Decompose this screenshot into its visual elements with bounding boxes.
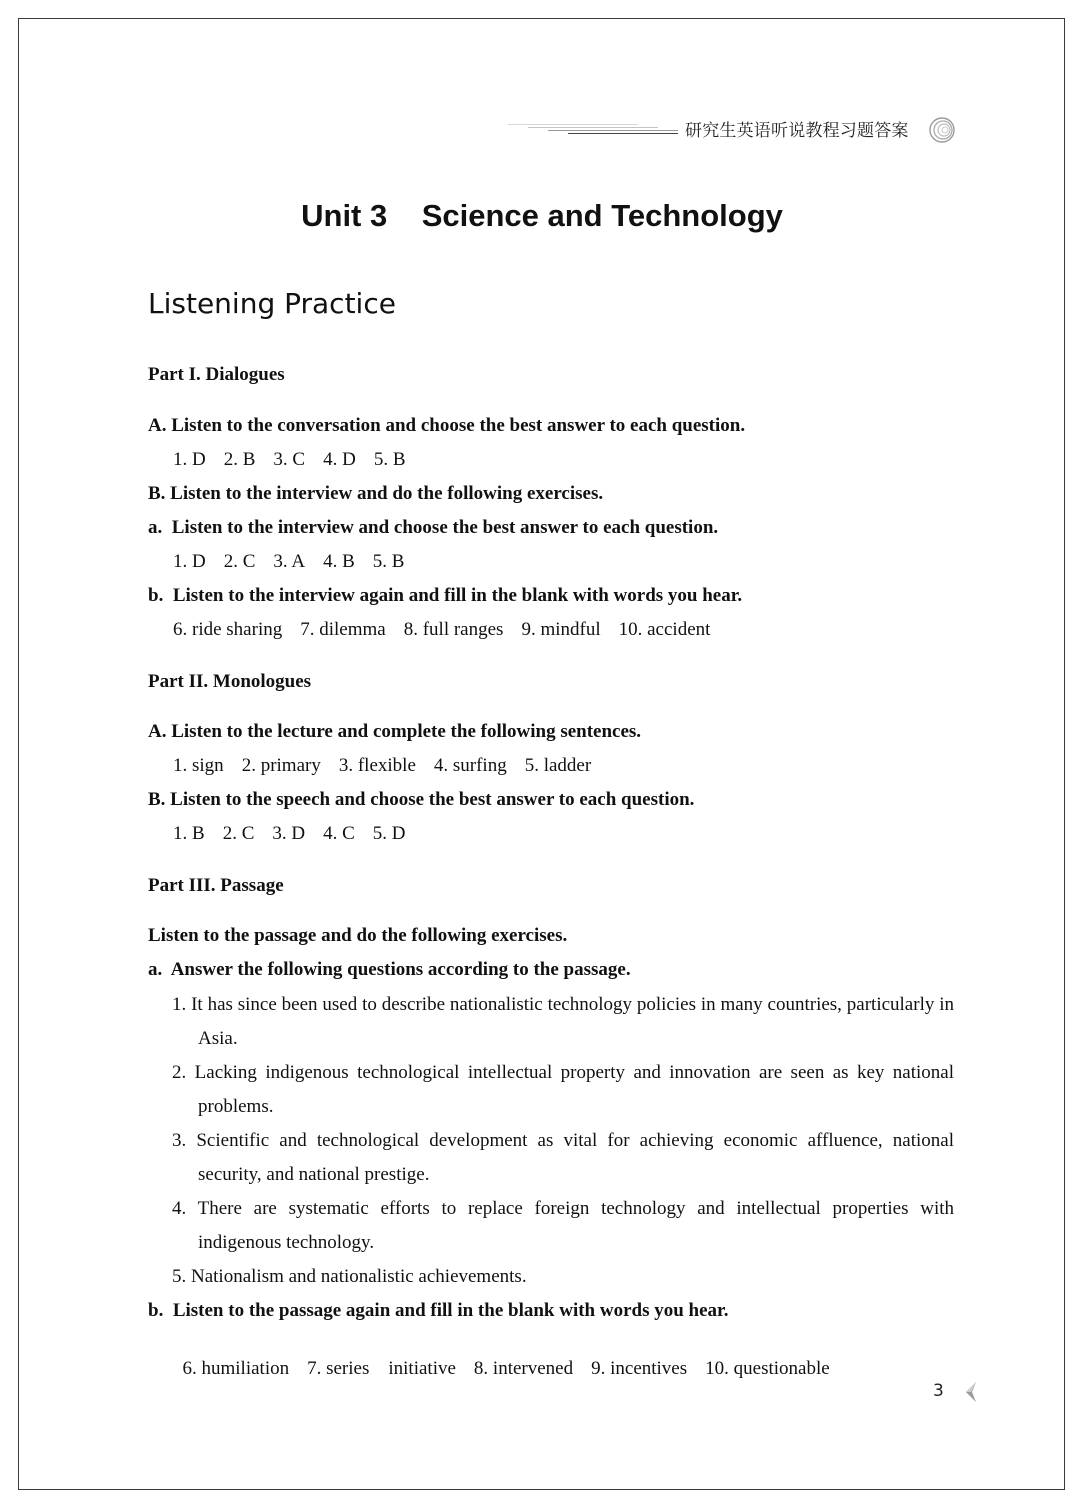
running-header — [508, 116, 958, 146]
part2-a-instruction: A. Listen to the lecture and complete the following sentences. — [148, 721, 642, 742]
answer-item: 2. primary — [241, 755, 321, 776]
part3-sub-b-instruction: b. Listen to the passage again and fill in the blank with words you hear. — [148, 1300, 729, 1321]
part1-heading: Part I. Dialogues — [148, 364, 285, 385]
answer-item: 8. full ranges — [403, 619, 504, 640]
part2-heading: Part II. Monologues — [148, 671, 312, 692]
answer-item: 10. questionable — [705, 1358, 830, 1379]
answer-item: 7. series initiative — [307, 1358, 456, 1379]
answer-paragraph: 4. There are systematic efforts to replace foreign technology and intellectual properties with indigenous technology. — [172, 1198, 954, 1253]
answer-item: 5. B — [372, 551, 405, 572]
header-decorative-lines — [508, 122, 678, 136]
part1-sub-b-instruction: b. Listen to the interview again and fill in the blank with words you hear. — [148, 585, 743, 606]
answer-item: 4. surfing — [433, 755, 507, 776]
answer-item: 5. D — [372, 823, 406, 844]
answer-item: 3. C — [273, 449, 306, 470]
section-title: Listening Practice — [148, 287, 396, 320]
concentric-circles-icon — [928, 116, 956, 144]
part1-a-answers — [173, 448, 406, 472]
answer-item: 10. accident — [618, 619, 711, 640]
answer-item: 1. sign — [173, 755, 224, 776]
answer-item: 1. D — [173, 449, 206, 470]
unit-title: Unit 3 Science and Technology — [301, 198, 783, 233]
answer-item: 1. D — [173, 551, 206, 572]
answer-item: 3. A — [273, 551, 306, 572]
answer-item: 5. ladder — [524, 755, 592, 776]
answer-item: 6. humiliation — [182, 1358, 290, 1379]
part1-b-instruction: B. Listen to the interview and do the following exercises. — [148, 483, 604, 504]
part2-a-answers — [173, 754, 591, 778]
part1-sub-a-answers — [173, 550, 404, 574]
answer-paragraph: 5. Nationalism and nationalistic achievements. — [172, 1266, 527, 1287]
answer-item: 3. flexible — [338, 755, 416, 776]
answer-item: 3. D — [272, 823, 306, 844]
part2-b-answers — [173, 822, 406, 846]
part2-b-instruction: B. Listen to the speech and choose the best answer to each question. — [148, 789, 695, 810]
answer-item: 6. ride sharing — [173, 619, 283, 640]
header-title: 研究生英语听说教程习题答案 — [685, 121, 909, 141]
answer-item: 9. mindful — [521, 619, 601, 640]
arrow-left-icon — [960, 1380, 980, 1404]
answer-item: 9. incentives — [591, 1358, 688, 1379]
part3-sub-b-answers — [173, 1333, 830, 1381]
answer-item: 4. B — [323, 551, 355, 572]
answer-item: 2. C — [222, 823, 255, 844]
answer-paragraph: 3. Scientific and technological development as vital for achieving economic affluence, national security, and national prestige. — [172, 1130, 954, 1185]
part3-sub-a-instruction: a. Answer the following questions according to the passage. — [148, 959, 631, 980]
answer-item: 4. D — [323, 449, 356, 470]
answer-paragraph: 2. Lacking indigenous technological intellectual property and innovation are seen as key national problems. — [172, 1062, 954, 1117]
answer-item: 2. C — [223, 551, 256, 572]
part1-a-instruction: A. Listen to the conversation and choose the best answer to each question. — [148, 415, 746, 436]
part1-sub-a-instruction: a. Listen to the interview and choose the best answer to each question. — [148, 517, 719, 538]
page-number: 3 — [933, 1381, 944, 1401]
answer-paragraph: 1. It has since been used to describe nationalistic technology policies in many countries, particularly in Asia. — [172, 994, 954, 1049]
part3-instruction: Listen to the passage and do the following exercises. — [148, 925, 568, 946]
part1-sub-b-answers — [173, 618, 710, 642]
answer-item: 2. B — [223, 449, 256, 470]
answer-item: 7. dilemma — [300, 619, 386, 640]
answer-item: 4. C — [323, 823, 355, 844]
answer-item: 8. intervened — [473, 1358, 574, 1379]
answer-item: 5. B — [373, 449, 406, 470]
part3-heading: Part III. Passage — [148, 875, 284, 896]
answer-item: 1. B — [173, 823, 205, 844]
